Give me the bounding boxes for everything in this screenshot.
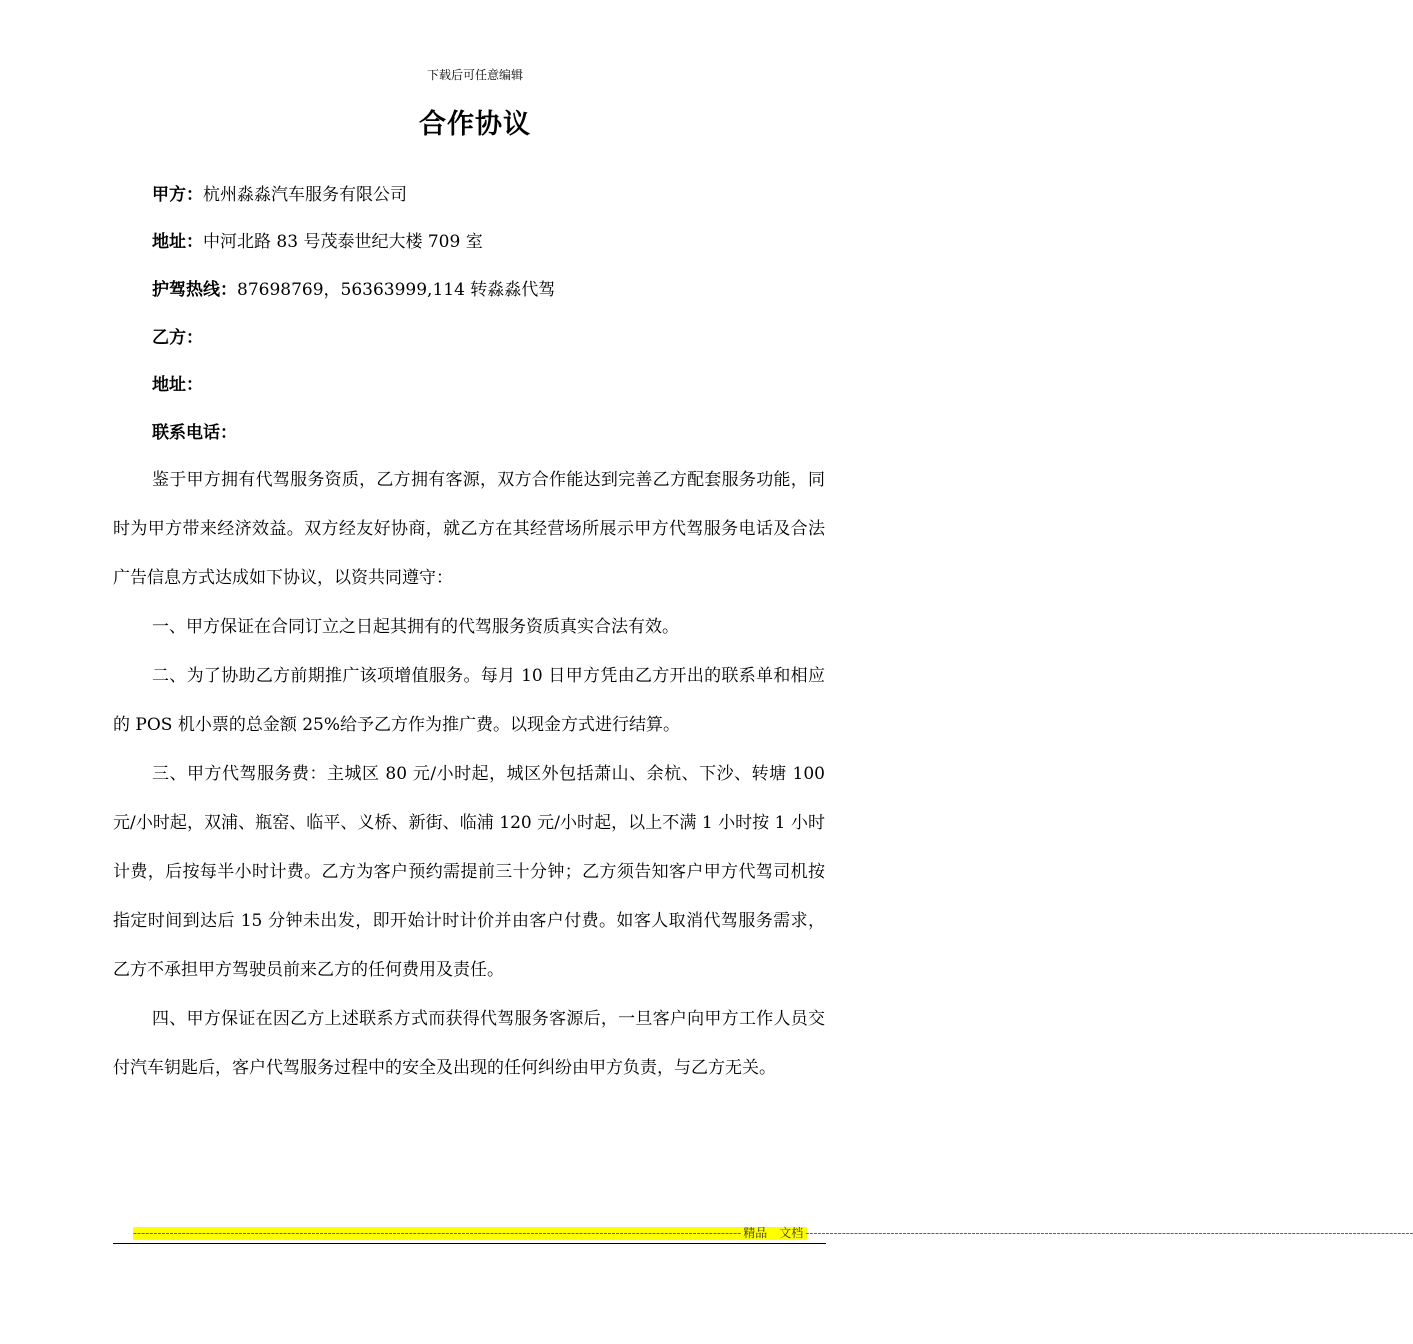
agreement-body <box>113 456 825 1093</box>
paragraph-clause-1: 一、甲方保证在合同订立之日起其拥有的代驾服务资质真实合法有效。 <box>152 617 679 637</box>
phone-b-field <box>152 421 237 445</box>
party-b-label: 乙方： <box>152 328 203 348</box>
header-note: 下载后可任意编辑 <box>426 68 523 82</box>
party-a-value: 杭州淼淼汽车服务有限公司 <box>203 185 407 205</box>
hotline-label: 护驾热线： <box>152 280 237 300</box>
paragraph-preamble: 鉴于甲方拥有代驾服务资质，乙方拥有客源，双方合作能达到完善乙方配套服务功能，同时为甲方带来经济效益。双方经友好协商，就乙方在其经营场所展示甲方代驾服务电话及合法广告信息方式达成如下协议，以资共同遵守： <box>113 470 825 588</box>
footer-divider <box>113 1243 826 1244</box>
paragraph-clause-2: 二、为了协助乙方前期推广该项增值服务。每月 10 日甲方凭由乙方开出的联系单和相应的 POS 机小票的总金额 25%给予乙方作为推广费。以现金方式进行结算。 <box>113 666 825 735</box>
document-title: 合作协议 <box>419 109 531 140</box>
hotline-value: 87698769，56363999,114 转淼淼代驾 <box>237 280 556 300</box>
address-a-label: 地址： <box>152 232 203 252</box>
footer-watermark-bar <box>133 1226 1413 1240</box>
paragraph-clause-3: 三、甲方代驾服务费：主城区 80 元/小时起，城区外包括萧山、余杭、下沙、转塘 100 元/小时起，双浦、瓶窑、临平、义桥、新街、临浦 120 元/小时起，以上不满 1 小时按 1 小时计费，后按每半小时计费。乙方为客户预约需提前三十分钟；乙方须告知客户甲方代驾司机按指定时间到达后 15 分钟未出发，即开始计时计价并由客户付费。如客人取消代驾服务需求，乙方不承担甲方驾驶员前来乙方的任何费用及责任。 <box>113 764 825 980</box>
hotline-field <box>152 278 555 302</box>
party-b-field <box>152 326 203 350</box>
phone-b-label: 联系电话： <box>152 423 237 443</box>
address-a-value: 中河北路 83 号茂泰世纪大楼 709 室 <box>203 232 483 252</box>
address-a-field <box>152 230 483 254</box>
party-a-field <box>152 183 407 207</box>
party-a-label: 甲方： <box>152 185 203 205</box>
address-b-field <box>152 373 203 397</box>
paragraph-clause-4: 四、甲方保证在因乙方上述联系方式而获得代驾服务客源后，一旦客户向甲方工作人员交付汽车钥匙后，客户代驾服务过程中的安全及出现的任何纠纷由甲方负责，与乙方无关。 <box>113 1009 825 1078</box>
footer-dashes-right: ------------------------------------------------------------------------------------------------------------------------------------------------------ <box>805 1226 1413 1240</box>
footer-dashes-left: ------------------------------------------------------------------------------------------------------------------------------------------------------ <box>133 1226 742 1240</box>
address-b-label: 地址： <box>152 375 203 395</box>
footer-center-text: 精品 文档 <box>743 1226 804 1240</box>
